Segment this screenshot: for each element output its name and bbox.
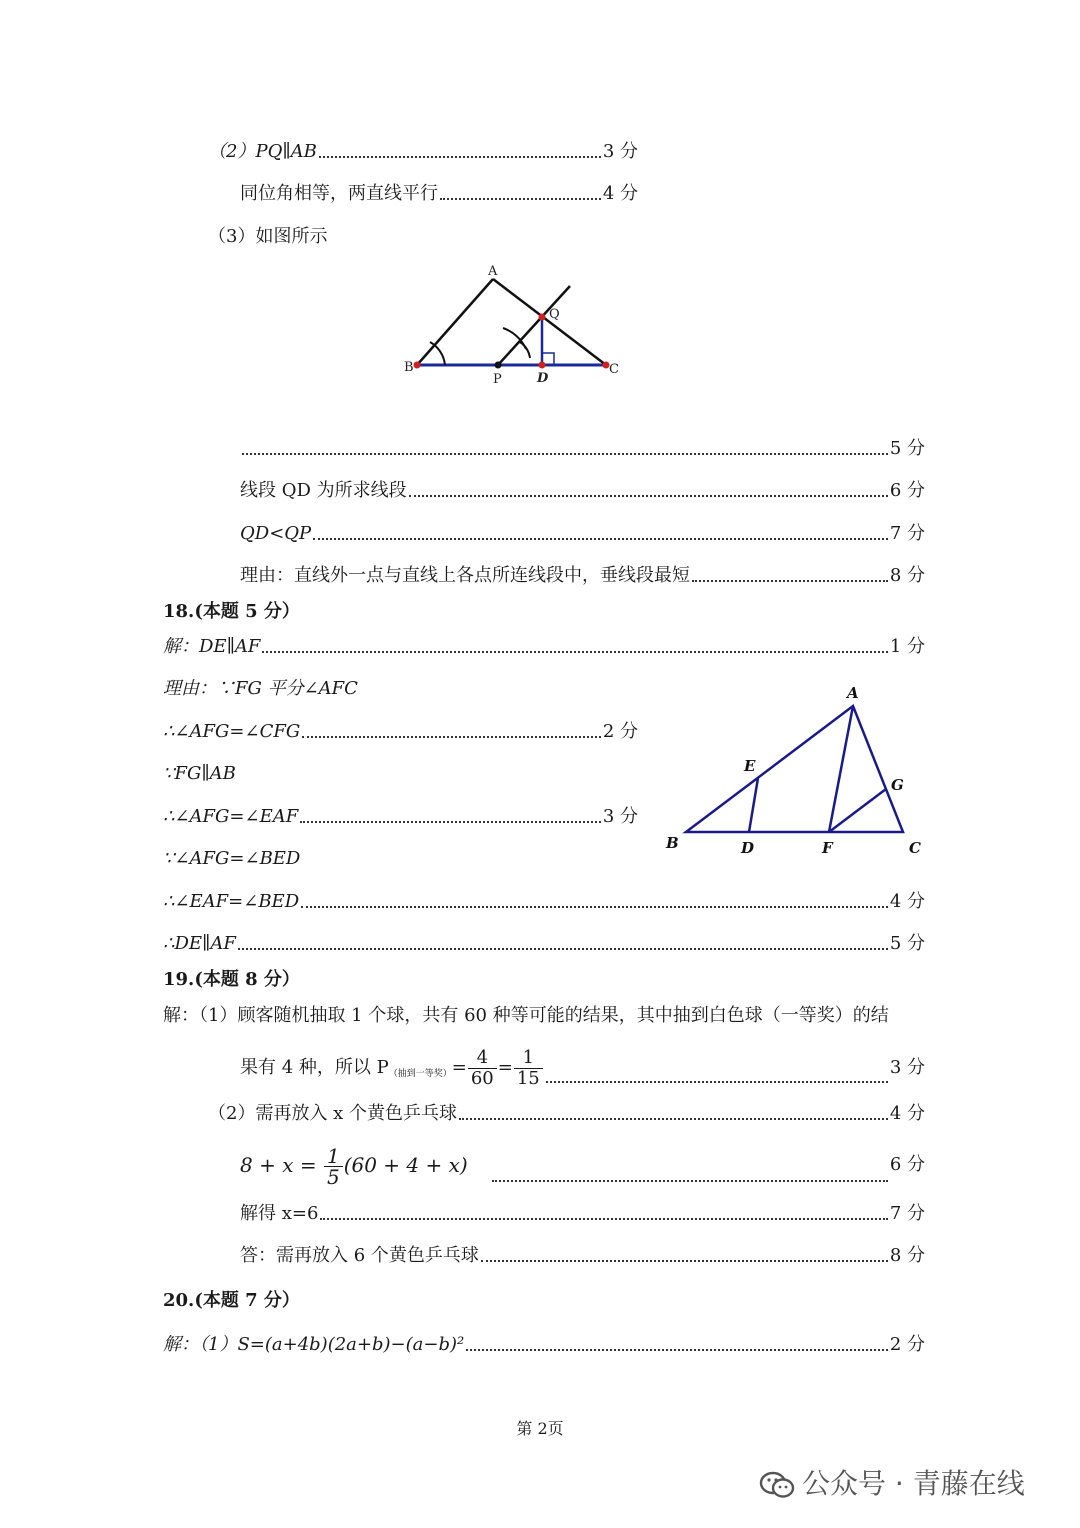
wechat-icon [760,1471,794,1499]
probability-subscript: （抽到一等奖） [388,1069,452,1079]
leader-dots [238,931,888,957]
line-text: 同位角相等，两直线平行 [240,183,438,204]
answer-line-19-1: 解：（1）顾客随机抽取 1 个球，共有 60 种等可能的结果，其中抽到白色球（一等奖）的结 [163,1005,889,1026]
equation-left: 8 + x = [240,1153,317,1177]
answer-line-17-2 [208,139,638,165]
score: 5 分 [889,438,925,459]
label-g: G [891,776,904,794]
label-e: E [744,757,756,775]
point-d [539,362,546,369]
equals-sign: = [451,1057,467,1078]
leader-dots [466,1332,888,1358]
line-text: ∴∠AFG=∠EAF [163,806,299,827]
line-text [240,1046,544,1090]
section-title-20: 20.(本题 7 分） [163,1290,300,1311]
answer-line-18-5 [163,804,638,830]
answer-line-18-1 [163,634,925,660]
score: 3 分 [602,141,638,162]
score: 4 分 [889,891,925,912]
fraction-1-15 [514,1048,543,1089]
numerator: 4 [468,1048,497,1069]
fraction-4-60 [468,1048,497,1089]
label-d: D [537,371,549,386]
equation-right: (60 + 4 + x) [343,1153,468,1177]
line-text: 解：DE∥AF [163,636,261,657]
leader-dots [242,436,888,462]
score: 4 分 [889,1103,925,1124]
answer-line-17-s5 [240,436,925,462]
answer-line-19-3 [208,1101,925,1127]
score: 7 分 [889,523,925,544]
score: 2 分 [602,721,638,742]
label-c: C [909,839,921,857]
label-b: B [666,834,679,852]
score: 2 分 [889,1334,925,1355]
leader-dots [262,634,887,660]
label-b: B [404,360,414,375]
answer-line-17-reason [240,181,638,207]
answer-line-17-why [240,563,925,589]
score: 6 分 [889,1154,925,1175]
leader-dots [320,1201,887,1227]
denominator: 5 [326,1165,340,1189]
answer-line-19-6 [240,1243,925,1269]
answer-line-18-3 [163,719,638,745]
score: 1 分 [889,636,925,657]
probability-prefix: 果有 4 种，所以 P [240,1057,389,1078]
ray-pq [498,286,570,365]
leader-dots [546,1046,888,1090]
line-text: ∴DE∥AF [163,933,236,954]
score: 3 分 [602,806,638,827]
leader-dots [302,719,601,745]
construction-figure [400,258,630,408]
label-a: A [488,264,498,279]
point-p [495,362,502,369]
label-q: Q [549,307,560,322]
answer-line-19-4 [240,1141,925,1189]
leader-dots [313,521,888,547]
segment-ed [749,778,758,832]
numerator: 1 [324,1146,343,1167]
score: 7 分 [889,1203,925,1224]
score: 8 分 [889,565,925,586]
leader-dots [481,1243,888,1269]
answer-line-17-cmp [240,521,925,547]
label-a: A [847,684,859,702]
leader-dots [459,1101,888,1127]
answer-line-17-qd [240,478,925,504]
leader-dots [440,181,601,207]
line-text: 理由：直线外一点与直线上各点所连线段中，垂线段最短 [240,565,690,586]
answer-line-18-8 [163,931,925,957]
line-text: 线段 QD 为所求线段 [240,480,407,501]
watermark-text: 公众号 · 青藤在线 [802,1467,1025,1500]
answer-line-18-2: 理由：∵FG 平分∠AFC [163,678,358,699]
watermark [760,1464,1025,1504]
line-text: （2）PQ∥AB [208,141,317,162]
section-title-18: 18.(本题 5 分） [163,601,300,622]
score: 4 分 [602,183,638,204]
answer-line-17-3: （3）如图所示 [208,226,328,247]
triangle-abc [686,706,903,832]
line-text: 解得 x=6 [240,1203,319,1224]
segment-ba [417,279,493,365]
denominator: 15 [516,1067,540,1089]
score: 3 分 [889,1057,925,1078]
label-f: F [822,839,833,857]
leader-dots [492,1141,888,1189]
leader-dots [319,139,601,165]
leader-dots [692,563,888,589]
score: 8 分 [889,1245,925,1266]
denominator: 60 [470,1067,494,1089]
equals-sign: = [497,1057,513,1078]
section-title-19: 19.(本题 8 分） [163,969,300,990]
score: 6 分 [889,480,925,501]
point-q [539,314,546,321]
leader-dots [409,478,888,504]
point-b [414,362,421,369]
line-text: 答：需再放入 6 个黄色乒乓球 [240,1245,479,1266]
answer-line-19-2 [240,1046,925,1090]
label-p: P [493,372,502,387]
answer-line-18-7 [163,889,925,915]
line-text: ∴∠AFG=∠CFG [163,721,301,742]
line-text: （2）需再放入 x 个黄色乒乓球 [208,1103,458,1124]
label-d: D [741,839,755,857]
line-text: QD<QP [240,523,312,544]
page-number: 第 2页 [516,1419,564,1438]
equation [240,1141,490,1189]
leader-dots [300,804,601,830]
arc-b [430,342,445,365]
label-c: C [609,362,619,377]
line-text: ∴∠EAF=∠BED [163,891,300,912]
numerator: 1 [514,1048,543,1069]
triangle-figure [660,680,930,865]
segment-af [829,706,853,832]
score: 5 分 [889,933,925,954]
answer-line-20-1 [163,1332,925,1358]
segment-fg [829,789,886,832]
answer-line-19-5 [240,1201,925,1227]
fraction-1-5 [324,1146,343,1187]
line-text: 解：（1）S=(a+4b)(2a+b)−(a−b)² [163,1334,465,1355]
arc-p-2 [520,342,530,358]
answer-line-18-6: ∵∠AFG=∠BED [163,848,301,869]
answer-line-18-4: ∵FG∥AB [163,763,236,784]
leader-dots [301,889,888,915]
